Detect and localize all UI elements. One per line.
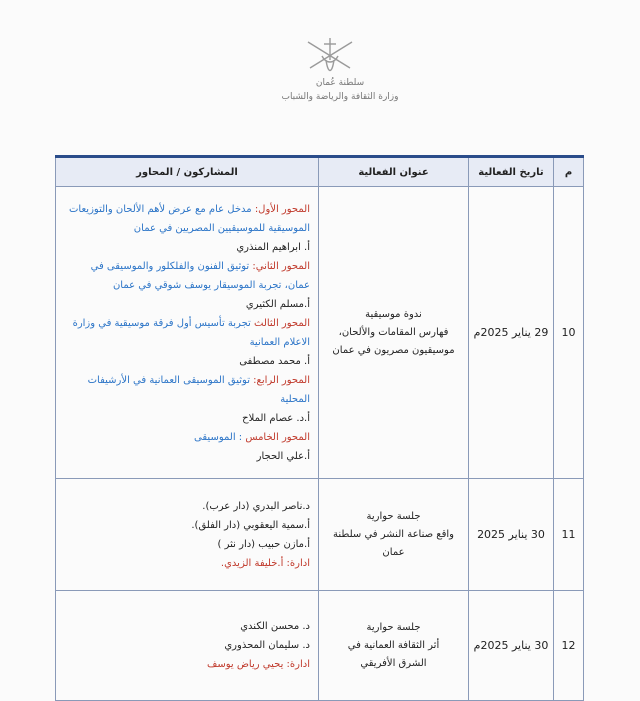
axis-speaker: أ.مسلم الكثيري	[245, 298, 310, 310]
axis-label: المحور الخامس	[245, 431, 310, 443]
event-title-line: ندوة موسيقية	[365, 308, 422, 320]
row-number: 12	[554, 591, 584, 701]
event-date: 30 يناير 2025	[469, 479, 554, 591]
table-row	[56, 479, 584, 591]
axis-text: توثيق الموسيقى العمانية في الأرشيفات المحلية	[87, 374, 310, 405]
events-table	[55, 155, 584, 701]
axis-text: توثيق الفنون والفلكلور والموسيقى في عمان، تجربة الموسيقار يوسف شوقي في عمان	[90, 260, 310, 291]
document-header	[0, 0, 640, 150]
event-title-line: أثر الثقافة العمانية في	[347, 639, 440, 651]
axis-speaker: أ. ابراهيم المنذري	[236, 241, 310, 253]
participant: د. سليمان المحذوري	[224, 640, 310, 651]
axis-speaker: أ.علي الحجار	[256, 450, 310, 462]
axis-label: المحور الرابع:	[253, 374, 310, 386]
axis-item	[64, 314, 310, 352]
org-name-line2: وزارة الثقافة والرياضة والشباب	[281, 92, 399, 102]
event-title	[319, 479, 469, 591]
axis-label: المحور الثالث	[254, 317, 310, 329]
header-title: عنوان الفعالية	[319, 157, 469, 187]
event-title	[319, 187, 469, 479]
participant: أ.سمية اليعقوبي (دار الفلق).	[191, 519, 310, 531]
row-number: 10	[554, 187, 584, 479]
table-header-row	[56, 157, 584, 187]
participants-cell	[56, 187, 319, 479]
moderator: ادارة: أ.خليفة الزيدي.	[220, 557, 310, 569]
participant: د.ناصر البدري (دار عرب).	[202, 500, 310, 512]
event-title-line: واقع صناعة النشر في سلطنة	[333, 528, 454, 540]
oman-emblem-icon	[300, 34, 360, 78]
event-title-line: فهارس المقامات والألحان،	[338, 326, 449, 338]
axis-item	[64, 428, 310, 447]
moderator: ادارة: يحيي رياض يوسف	[206, 659, 310, 670]
axis-text: مدخل عام مع عرض لأهم الألحان والتوزيعات الموسيقية للموسيقيين المصريين في عمان	[69, 203, 310, 234]
event-title-line: جلسة حوارية	[366, 621, 421, 633]
org-name-line1: سلطنة عُمان	[315, 78, 365, 88]
axis-text: : الموسيقى	[194, 431, 246, 443]
event-title-line: عمان	[382, 546, 405, 558]
participant: د. محسن الكندي	[240, 621, 310, 632]
header-participants: المشاركون / المحاور	[56, 157, 319, 187]
table-row	[56, 591, 584, 701]
axis-item	[64, 257, 310, 295]
axis-speaker: أ. محمد مصطفى	[239, 355, 310, 367]
table-row	[56, 187, 584, 479]
participants-cell	[56, 591, 319, 701]
axis-label: المحور الثاني:	[252, 260, 310, 272]
header-date: تاريخ الفعالية	[469, 157, 554, 187]
axis-text: تجربة تأسيس أول فرقة موسيقية في وزارة الاعلام العمانية	[72, 317, 310, 348]
participant: أ.مازن حبيب (دار نثر )	[217, 538, 310, 550]
event-date: 30 يناير 2025م	[469, 591, 554, 701]
row-number: 11	[554, 479, 584, 591]
event-title-line: الشرق الأفريقي	[360, 657, 427, 669]
axis-speaker: أ.د. عصام الملاح	[242, 412, 310, 424]
axis-item	[64, 371, 310, 409]
event-title-line: جلسة حوارية	[366, 510, 421, 522]
event-date: 29 يناير 2025م	[469, 187, 554, 479]
event-title-line: موسيقيون مصريون في عمان	[332, 344, 455, 356]
participants-cell	[56, 479, 319, 591]
axis-item	[64, 200, 310, 238]
event-title	[319, 591, 469, 701]
header-number: م	[554, 157, 584, 187]
axis-label: المحور الأول:	[254, 203, 310, 215]
